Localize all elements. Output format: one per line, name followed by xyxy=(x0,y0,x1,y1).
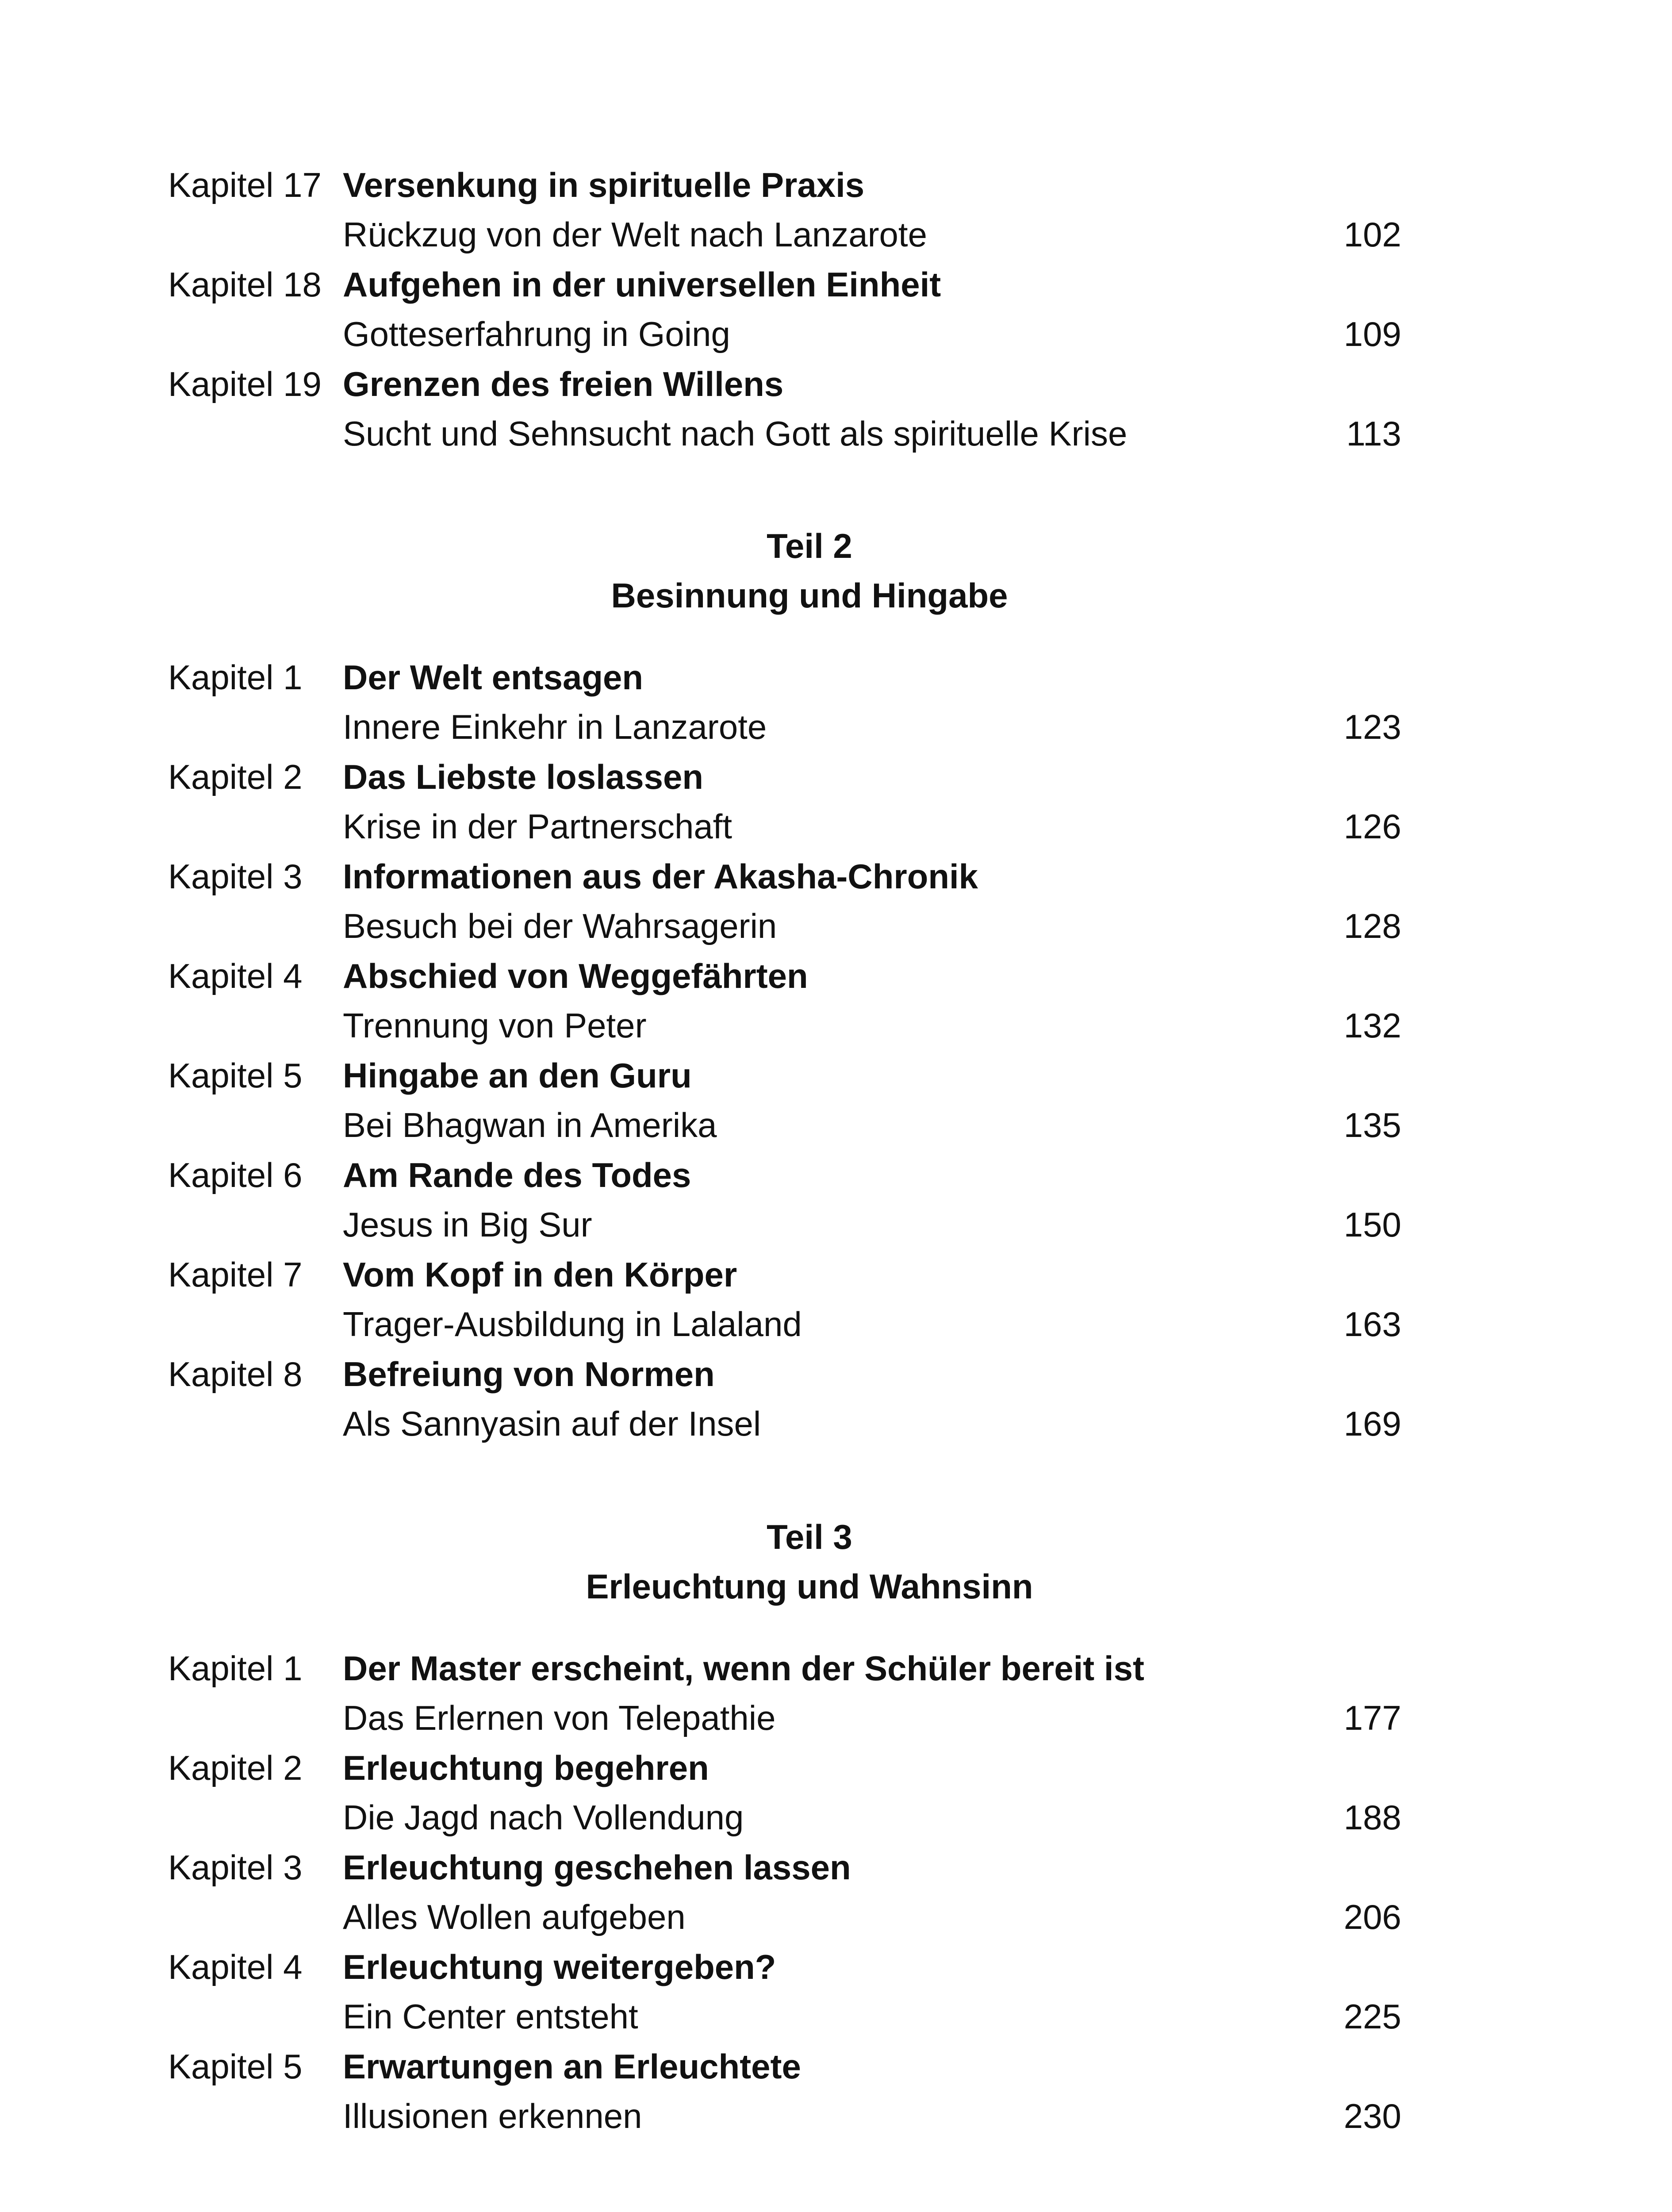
chapter-number: Kapitel 8 xyxy=(168,1355,303,1394)
toc-entry xyxy=(0,1051,1672,1150)
chapter-subtitle-line xyxy=(0,1299,1672,1349)
chapter-title: Grenzen des freien Willens xyxy=(343,365,784,403)
chapter-subtitle-line xyxy=(0,1693,1672,1743)
chapter-subtitle: Das Erlernen von Telepathie xyxy=(343,1698,776,1737)
toc-section-part-2 xyxy=(0,653,1672,1449)
chapter-title-line xyxy=(0,359,1672,409)
chapter-subtitle: Bei Bhagwan in Amerika xyxy=(343,1106,717,1144)
page-number: 102 xyxy=(1343,215,1401,254)
chapter-subtitle: Sucht und Sehnsucht nach Gott als spirituelle Krise xyxy=(343,414,1127,453)
page-number: 135 xyxy=(1343,1106,1401,1144)
toc-entry xyxy=(0,1250,1672,1349)
chapter-title: Erleuchtung weitergeben? xyxy=(343,1947,776,1986)
chapter-subtitle: Trager-Ausbildung in Lalaland xyxy=(343,1305,802,1344)
part-label: Teil 2 xyxy=(767,526,852,565)
page-number: 225 xyxy=(1343,1997,1401,2036)
chapter-subtitle: Jesus in Big Sur xyxy=(343,1205,592,1244)
chapter-subtitle: Die Jagd nach Vollendung xyxy=(343,1798,744,1837)
chapter-title-line xyxy=(0,1349,1672,1399)
chapter-number: Kapitel 4 xyxy=(168,1947,303,1986)
page-number: 150 xyxy=(1343,1205,1401,1244)
chapter-subtitle-line xyxy=(0,1100,1672,1150)
chapter-number: Kapitel 5 xyxy=(168,1056,303,1095)
chapter-subtitle: Gotteserfahrung in Going xyxy=(343,315,730,353)
toc-section-part-1-continued xyxy=(0,160,1672,459)
toc-entry xyxy=(0,1843,1672,1942)
chapter-subtitle: Besuch bei der Wahrsagerin xyxy=(343,906,777,945)
chapter-title: Erleuchtung begehren xyxy=(343,1748,709,1787)
chapter-subtitle-line xyxy=(0,409,1672,458)
chapter-title-line xyxy=(0,1150,1672,1200)
chapter-title-line xyxy=(0,653,1672,702)
chapter-title-line xyxy=(0,160,1672,210)
chapter-subtitle-line xyxy=(0,1399,1672,1448)
toc-entry xyxy=(0,160,1672,260)
chapter-subtitle-line xyxy=(0,901,1672,951)
chapter-subtitle: Krise in der Partnerschaft xyxy=(343,807,732,846)
chapter-number: Kapitel 7 xyxy=(168,1255,303,1294)
chapter-subtitle-line xyxy=(0,1892,1672,1942)
chapter-subtitle: Als Sannyasin auf der Insel xyxy=(343,1404,761,1443)
page-number: 123 xyxy=(1343,707,1401,746)
chapter-number: Kapitel 1 xyxy=(168,658,303,697)
chapter-subtitle-line xyxy=(0,1200,1672,1249)
chapter-subtitle-line xyxy=(0,802,1672,851)
chapter-title: Das Liebste loslassen xyxy=(343,757,704,796)
chapter-number: Kapitel 6 xyxy=(168,1156,303,1194)
chapter-subtitle: Trennung von Peter xyxy=(343,1006,647,1045)
toc-entry xyxy=(0,1644,1672,1743)
toc-entry xyxy=(0,653,1672,752)
chapter-title: Am Rande des Todes xyxy=(343,1156,691,1194)
chapter-title-line xyxy=(0,752,1672,802)
toc-entry xyxy=(0,752,1672,852)
page-number: 109 xyxy=(1343,315,1401,353)
chapter-title-line xyxy=(0,1051,1672,1100)
chapter-number: Kapitel 18 xyxy=(168,265,322,304)
chapter-number: Kapitel 2 xyxy=(168,757,303,796)
page-number: 128 xyxy=(1343,906,1401,945)
chapter-number: Kapitel 3 xyxy=(168,857,303,896)
chapter-title: Erleuchtung geschehen lassen xyxy=(343,1848,851,1887)
chapter-title-line xyxy=(0,951,1672,1001)
chapter-title: Vom Kopf in den Körper xyxy=(343,1255,737,1294)
chapter-subtitle: Ein Center entsteht xyxy=(343,1997,638,2036)
part-label: Teil 3 xyxy=(767,1517,852,1556)
chapter-title: Der Master erscheint, wenn der Schüler bereit ist xyxy=(343,1649,1144,1688)
toc-entry xyxy=(0,1942,1672,2042)
chapter-title: Informationen aus der Akasha-Chronik xyxy=(343,857,978,896)
chapter-title-line xyxy=(0,1743,1672,1793)
chapter-number: Kapitel 3 xyxy=(168,1848,303,1887)
chapter-subtitle-line xyxy=(0,210,1672,259)
chapter-subtitle-line xyxy=(0,1001,1672,1050)
toc-entry xyxy=(0,1150,1672,1250)
chapter-title-line xyxy=(0,1843,1672,1892)
chapter-title: Aufgehen in der universellen Einheit xyxy=(343,265,941,304)
chapter-title: Befreiung von Normen xyxy=(343,1355,715,1394)
chapter-title: Erwartungen an Erleuchtete xyxy=(343,2047,801,2086)
chapter-subtitle-line xyxy=(0,2091,1672,2141)
chapter-subtitle-line xyxy=(0,702,1672,752)
chapter-subtitle: Illusionen erkennen xyxy=(343,2097,642,2135)
toc-section-part-3 xyxy=(0,1644,1672,2141)
chapter-title-line xyxy=(0,1250,1672,1299)
page-number: 132 xyxy=(1343,1006,1401,1045)
page-number: 230 xyxy=(1343,2097,1401,2135)
chapter-title-line xyxy=(0,852,1672,901)
toc-entry xyxy=(0,260,1672,359)
toc-entry xyxy=(0,951,1672,1051)
chapter-subtitle: Rückzug von der Welt nach Lanzarote xyxy=(343,215,927,254)
chapter-subtitle-line xyxy=(0,309,1672,359)
chapter-title-line xyxy=(0,2042,1672,2091)
chapter-subtitle: Alles Wollen aufgeben xyxy=(343,1897,686,1936)
page-number: 188 xyxy=(1343,1798,1401,1837)
chapter-number: Kapitel 17 xyxy=(168,165,322,204)
chapter-number: Kapitel 2 xyxy=(168,1748,303,1787)
chapter-subtitle: Innere Einkehr in Lanzarote xyxy=(343,707,767,746)
toc-entry xyxy=(0,359,1672,459)
chapter-number: Kapitel 4 xyxy=(168,956,303,995)
page-number: 206 xyxy=(1343,1897,1401,1936)
toc-entry xyxy=(0,1349,1672,1449)
chapter-number: Kapitel 1 xyxy=(168,1649,303,1688)
page-number: 169 xyxy=(1343,1404,1401,1443)
chapter-title-line xyxy=(0,1644,1672,1693)
chapter-title: Abschied von Weggefährten xyxy=(343,956,808,995)
toc-entry xyxy=(0,1743,1672,1843)
toc-entry xyxy=(0,852,1672,951)
chapter-title-line xyxy=(0,1942,1672,1992)
chapter-title: Hingabe an den Guru xyxy=(343,1056,692,1095)
chapter-number: Kapitel 19 xyxy=(168,365,322,403)
page-number: 177 xyxy=(1343,1698,1401,1737)
chapter-title: Versenkung in spirituelle Praxis xyxy=(343,165,865,204)
part-title: Erleuchtung und Wahnsinn xyxy=(586,1567,1033,1606)
chapter-subtitle-line xyxy=(0,1793,1672,1842)
chapter-title-line xyxy=(0,260,1672,309)
chapter-number: Kapitel 5 xyxy=(168,2047,303,2086)
chapter-title: Der Welt entsagen xyxy=(343,658,644,697)
page-number: 113 xyxy=(1346,414,1401,453)
chapter-subtitle-line xyxy=(0,1992,1672,2041)
page-number: 126 xyxy=(1343,807,1401,846)
part-title: Besinnung und Hingabe xyxy=(611,576,1008,615)
toc-entry xyxy=(0,2042,1672,2141)
page-number: 163 xyxy=(1343,1305,1401,1344)
